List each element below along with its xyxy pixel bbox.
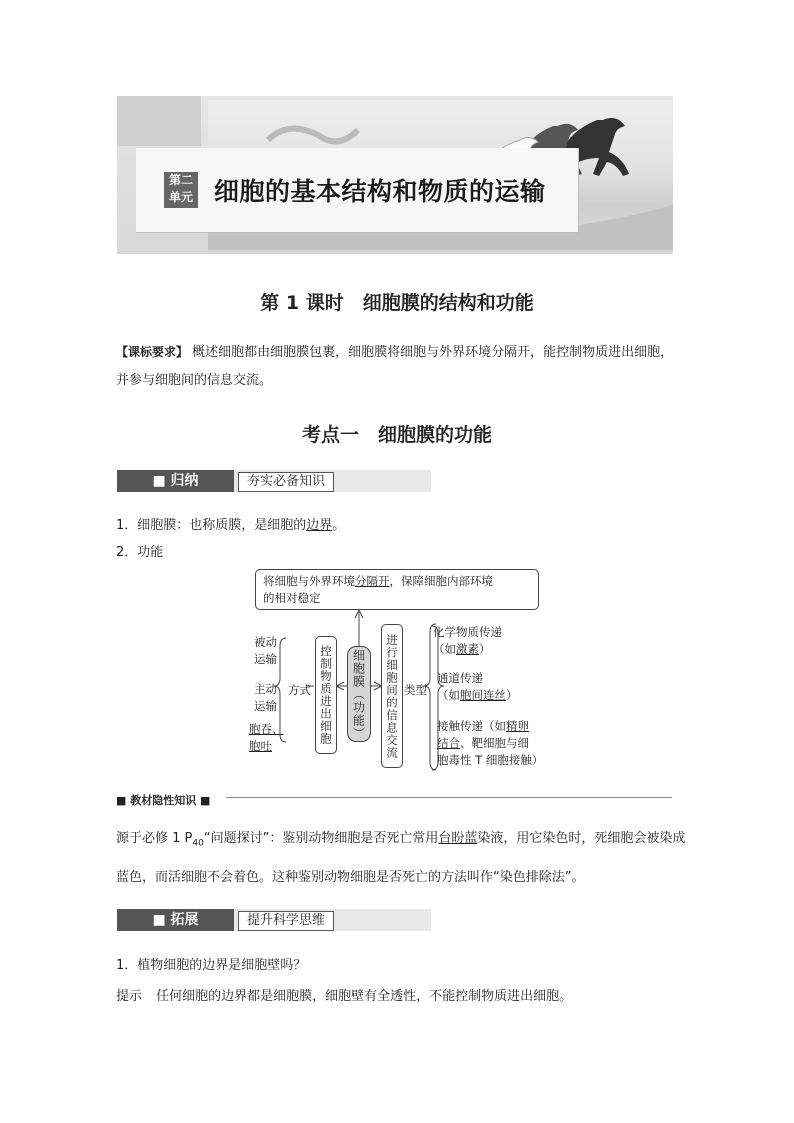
top-box-text-b: ，保障细胞内部环境 xyxy=(389,574,493,588)
r2-ul: 胞间连丝 xyxy=(460,688,506,702)
section-summary-sub: 夯实必备知识 xyxy=(238,472,334,492)
r3-b: 、靶细胞与细 xyxy=(460,736,529,750)
standard-label: 【课标要求】 xyxy=(116,345,189,359)
curriculum-standard xyxy=(116,338,676,395)
hidden-a: 源于必修 1 P xyxy=(116,831,193,846)
diagram-channel-transfer xyxy=(437,670,518,704)
r3-line3: 胞毒性 T 细胞接触） xyxy=(437,753,544,767)
item-1-suffix: 。 xyxy=(332,518,346,533)
question-1: 1．植物细胞的边界是细胞壁吗？ xyxy=(116,958,307,973)
r2-line1: 通道传递 xyxy=(437,671,483,685)
diagram-right-box: 进行细胞间的信息交流 xyxy=(381,624,403,768)
standard-text: 概述细胞都由细胞膜包裹，细胞膜将细胞与外界环境分隔开，能控制物质进出细胞，并参与细胞间的信息交流。 xyxy=(116,345,674,388)
active-2: 运输 xyxy=(254,699,277,713)
diagram-passive-transport xyxy=(254,634,277,668)
answer-1-text: 任何细胞的边界都是细胞膜，细胞壁有全透性，不能控制物质进出细胞。 xyxy=(156,989,573,1004)
r1-line1: 化学物质传递 xyxy=(433,625,502,639)
top-box-line2: 的相对稳定 xyxy=(263,591,321,605)
hidden-knowledge-title: ■ 教材隐性知识 ■ xyxy=(116,794,211,807)
answer-1-label: 提示 xyxy=(116,989,143,1004)
diagram-contact-transfer xyxy=(437,718,543,769)
r1-a: （如 xyxy=(433,642,456,656)
unit-title: 细胞的基本结构和物质的运输 xyxy=(214,177,546,206)
r1-b: ） xyxy=(479,642,491,656)
hidden-sub: 40 xyxy=(192,838,204,849)
unit-badge-line1: 第二 xyxy=(168,173,193,187)
unit-badge-line2: 单元 xyxy=(168,190,193,204)
section-extend-label: ■ 拓展 xyxy=(152,912,199,928)
passive-2: 运输 xyxy=(254,652,277,666)
diagram-type-label: 类型 xyxy=(404,683,427,697)
diagram-way-label: 方式 xyxy=(288,683,311,697)
section-extend-sub: 提升科学思维 xyxy=(238,911,334,931)
diagram-top-box xyxy=(255,569,539,610)
r2-b: ） xyxy=(506,688,518,702)
hidden-ul: 台盼蓝 xyxy=(438,831,478,846)
active-1: 主动 xyxy=(254,682,277,696)
lesson-title: 第 1 课时 细胞膜的结构和功能 xyxy=(260,292,534,314)
section-extend-bar xyxy=(117,909,431,931)
endo-2: 胞吐 xyxy=(249,739,272,753)
top-box-underlined: 分隔开 xyxy=(355,574,390,588)
passive-1: 被动 xyxy=(254,635,277,649)
item-1-underlined: 边界 xyxy=(306,518,333,533)
r2-a: （如 xyxy=(437,688,460,702)
endo-1: 胞吞、 xyxy=(249,722,284,736)
hidden-knowledge-rule xyxy=(226,797,672,798)
hidden-knowledge-header xyxy=(116,789,672,805)
item-1-prefix: 1．细胞膜：也称质膜，是细胞的 xyxy=(116,518,307,533)
diagram-active-transport xyxy=(254,681,277,715)
hidden-c: 染液，用它染色时，死细胞会被染成蓝色，而活细胞不会着色。这种鉴别动物细胞是否死亡的方法叫作“染色排除法”。 xyxy=(116,831,686,885)
top-box-text-a: 将细胞与外界环境 xyxy=(263,574,355,588)
r3-ul2: 结合 xyxy=(437,736,460,750)
diagram-chemical-transfer xyxy=(433,624,502,658)
section-summary-bar xyxy=(117,470,431,492)
hidden-knowledge-text xyxy=(116,822,686,895)
item-1 xyxy=(116,514,345,533)
r1-ul: 激素 xyxy=(456,642,479,656)
r3-ul1: 精卵 xyxy=(506,719,529,733)
answer-1 xyxy=(116,985,572,1004)
item-2: 2．功能 xyxy=(116,545,164,560)
banner-stripe xyxy=(117,96,201,146)
key-point-title: 考点一 细胞膜的功能 xyxy=(301,424,492,446)
diagram-left-box: 控制物质进出细胞 xyxy=(315,636,337,754)
unit-badge xyxy=(164,172,198,208)
diagram-center-box: 细胞膜（功能） xyxy=(347,646,371,742)
section-summary-label: ■ 归纳 xyxy=(152,473,199,489)
hidden-b: “问题探讨”：鉴别动物细胞是否死亡常用 xyxy=(203,831,439,846)
r3-a: 接触传递（如 xyxy=(437,719,506,733)
diagram-endocytosis xyxy=(249,721,284,755)
